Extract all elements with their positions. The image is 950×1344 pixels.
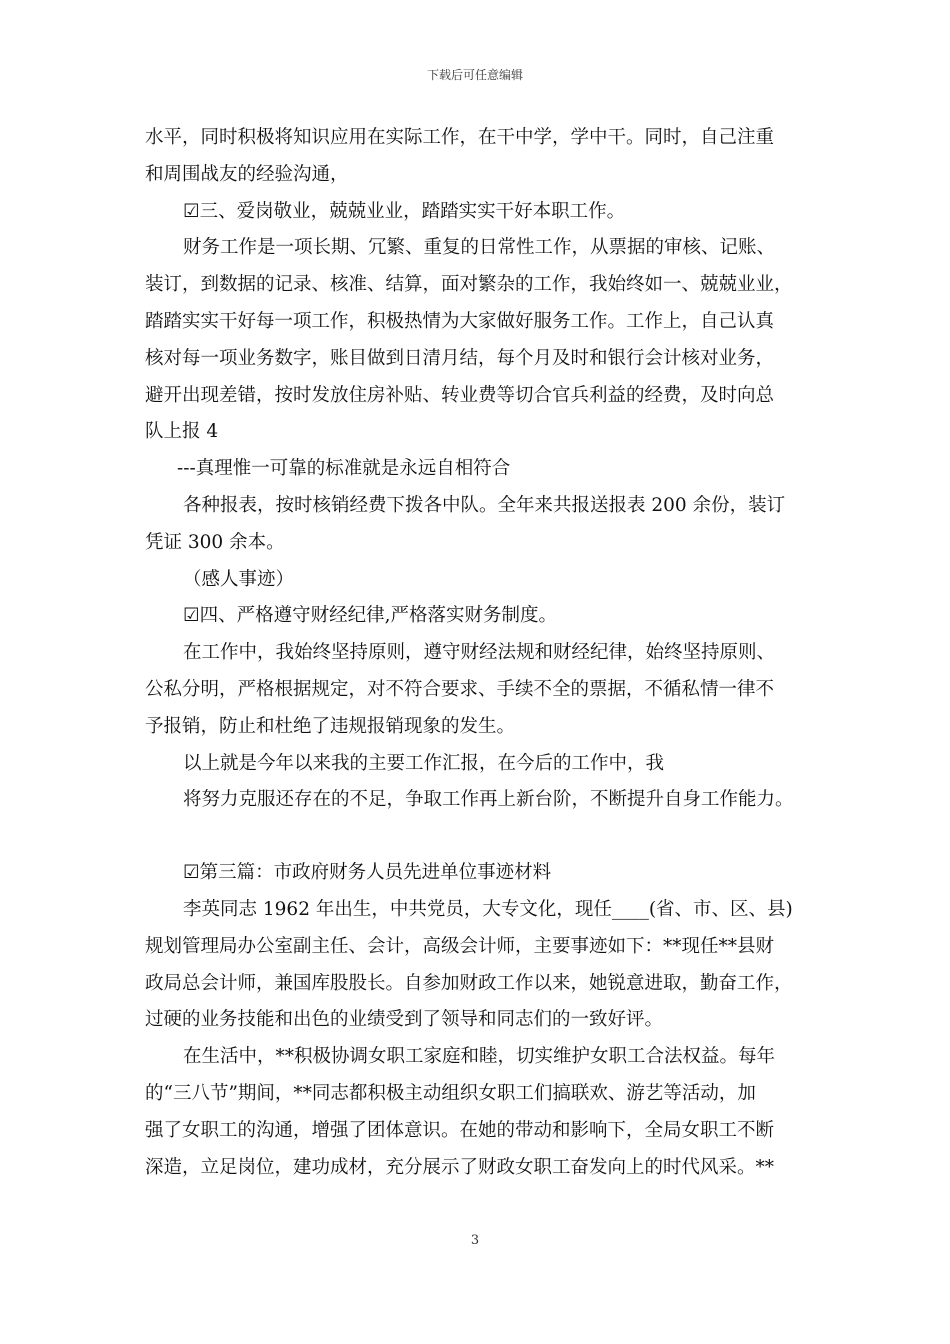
text-line: 的“三八节”期间，**同志都积极主动组织女职工们搞联欢、游艺等活动，加 bbox=[145, 1082, 756, 1104]
text-line: 和周围战友的经验沟通， bbox=[145, 163, 349, 185]
text-line: （感人事迹） bbox=[183, 568, 295, 590]
text-line: 在生活中，**积极协调女职工家庭和睦，切实维护女职工合法权益。每年 bbox=[183, 1046, 776, 1068]
section-heading: ☑第三篇：市政府财务人员先进单位事迹材料 bbox=[183, 862, 552, 884]
text-line: 予报销，防止和杜绝了违规报销现象的发生。 bbox=[145, 715, 516, 737]
section-heading: ☑三、爱岗敬业，兢兢业业，踏踏实实干好本职工作。 bbox=[183, 200, 626, 222]
text-line: 以上就是今年以来我的主要工作汇报，在今后的工作中，我 bbox=[183, 752, 665, 774]
text-line: 李英同志 1962 年出生，中共党员，大专文化，现任____(省、市、区、县) bbox=[183, 898, 793, 920]
text-line: 公私分明，严格根据规定，对不符合要求、手续不全的票据，不循私情一律不 bbox=[145, 678, 775, 700]
section-heading: ☑四、严格遵守财经纪律,严格落实财务制度。 bbox=[183, 605, 557, 627]
text-line: 核对每一项业务数字，账目做到日清月结，每个月及时和银行会计核对业务， bbox=[145, 347, 775, 369]
text-line: 强了女职工的沟通，增强了团体意识。在她的带动和影响下，全局女职工不断 bbox=[145, 1119, 775, 1141]
text-line: 规划管理局办公室副主任、会计，高级会计师，主要事迹如下：**现任**县财 bbox=[145, 935, 775, 957]
page-number: 3 bbox=[470, 1233, 480, 1248]
text-line: 水平，同时积极将知识应用在实际工作，在干中学，学中干。同时，自己注重 bbox=[145, 127, 775, 148]
text-line: 避开出现差错，按时发放住房补贴、转业费等切合官兵利益的经费，及时向总 bbox=[145, 384, 775, 406]
text-line: 队上报 4 bbox=[145, 421, 219, 443]
text-line: 政局总会计师，兼国库股股长。自参加财政工作以来，她锐意进取，勤奋工作， bbox=[145, 972, 793, 994]
quote-line: ---真理惟一可靠的标准就是永远自相符合 bbox=[177, 458, 511, 480]
text-line: 深造，立足岗位，建功成材，充分展示了财政女职工奋发向上的时代风采。** bbox=[145, 1156, 775, 1178]
text-line: 将努力克服还存在的不足，争取工作再上新台阶，不断提升自身工作能力。 bbox=[183, 789, 794, 811]
blank-line bbox=[145, 819, 825, 855]
text-line: 踏踏实实干好每一项工作，积极热情为大家做好服务工作。工作上，自己认真 bbox=[145, 310, 775, 332]
text-line: 在工作中，我始终坚持原则，遵守财经法规和财经纪律，始终坚持原则、 bbox=[183, 642, 776, 664]
text-line: 装订，到数据的记录、核准、结算，面对繁杂的工作，我始终如一、兢兢业业， bbox=[145, 274, 793, 296]
text-line: 过硬的业务技能和出色的业绩受到了领导和同志们的一致好评。 bbox=[145, 1009, 664, 1031]
document-body bbox=[145, 120, 825, 1186]
text-line: 各种报表，按时核销经费下拨各中队。全年来共报送报表 200 余份，装订 bbox=[183, 494, 786, 516]
page-header: 下载后可任意编辑 bbox=[426, 68, 523, 82]
text-line: 凭证 300 余本。 bbox=[145, 531, 285, 553]
text-line: 财务工作是一项长期、冗繁、重复的日常性工作，从票据的审核、记账、 bbox=[183, 237, 776, 259]
